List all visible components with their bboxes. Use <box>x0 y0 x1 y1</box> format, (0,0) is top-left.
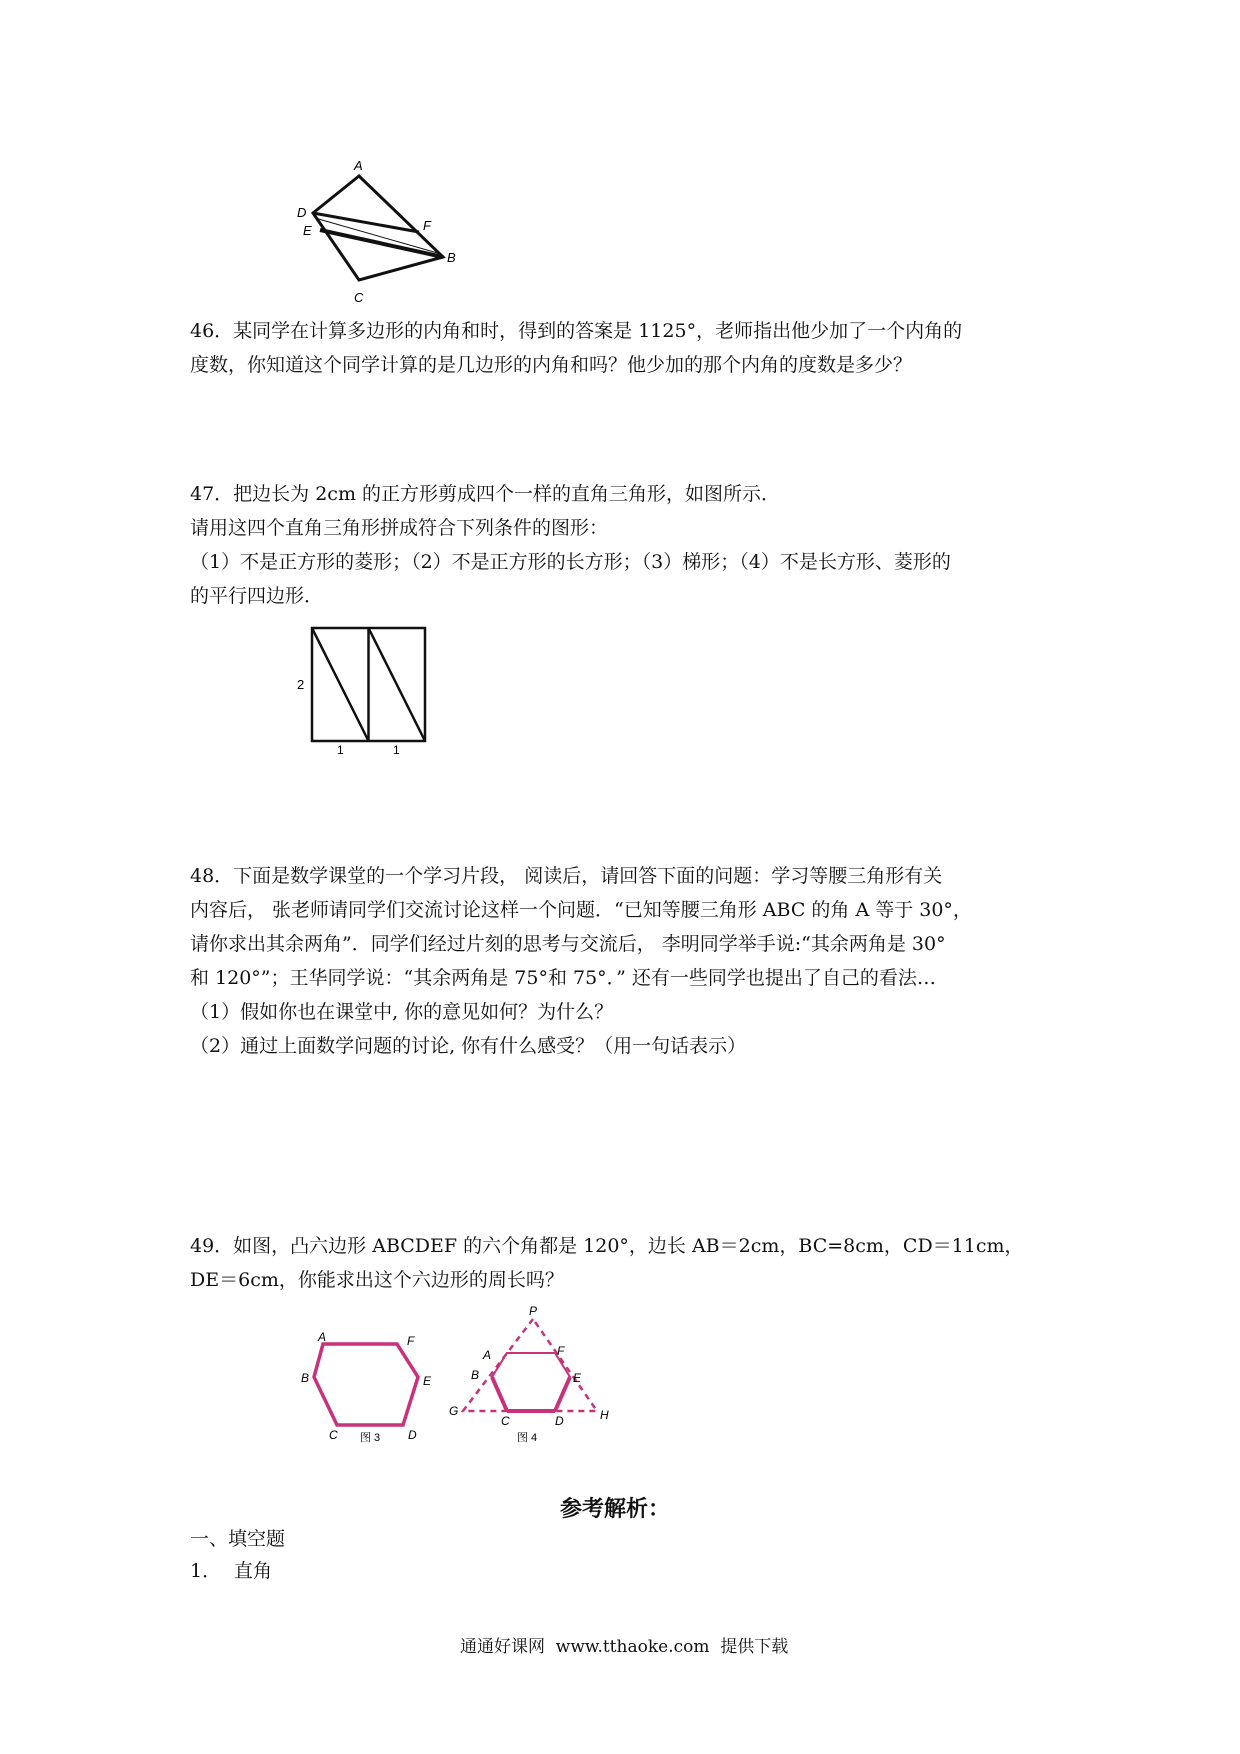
figure-4-hexagon-triangle <box>445 1305 615 1447</box>
figure-q45 <box>295 150 465 310</box>
fig4-label-C: C <box>501 1414 510 1428</box>
side-label: 2 <box>297 677 305 692</box>
q47-line4: 的平行四边形． <box>190 585 324 607</box>
q48-line6: （2）通过上面数学问题的讨论, 你有什么感受？（用一句话表示） <box>190 1035 747 1057</box>
fig4-label-B: B <box>471 1368 480 1382</box>
q48-line4: 和 120°”；王华同学说：“其余两角是 75°和 75°．” 还有一些同学也提出了自己的看法… <box>190 967 936 989</box>
q48-line2: 内容后， 张老师请同学们交流讨论这样一个问题．“已知等腰三角形 ABC 的角 A 等于 30°， <box>190 899 972 921</box>
fig3-label-B: B <box>301 1371 310 1385</box>
bottom-label-1: 1 <box>337 743 344 757</box>
answers-heading: 参考解析： <box>560 1496 671 1522</box>
fig3-label-A: A <box>318 1330 327 1344</box>
label-A: A <box>354 158 363 173</box>
answer-item1-number: 1． <box>190 1560 222 1582</box>
fig4-label-F: F <box>557 1344 565 1358</box>
q46-line1: 46．某同学在计算多边形的内角和时，得到的答案是 1125°，老师指出他少加了一个内角的 <box>190 320 963 342</box>
fig3-caption: 图 3 <box>360 1432 381 1444</box>
figure-q47-square <box>292 620 442 760</box>
bottom-label-2: 1 <box>393 743 400 757</box>
label-D: D <box>297 205 307 220</box>
label-F: F <box>423 218 431 233</box>
q48-line3: 请你求出其余两角”．同学们经过片刻的思考与交流后， 李明同学举手说:“其余两角是 30° <box>190 933 946 955</box>
fig3-label-F: F <box>407 1334 415 1348</box>
fig4-caption: 图 4 <box>517 1432 538 1444</box>
answers-section-title: 一、填空题 <box>190 1528 286 1550</box>
fig4-label-E: E <box>573 1371 582 1385</box>
label-B: B <box>447 250 456 265</box>
q47-line1: 47．把边长为 2cm 的正方形剪成四个一样的直角三角形，如图所示． <box>190 483 781 505</box>
fig3-label-D: D <box>408 1428 417 1442</box>
q48-line1: 48．下面是数学课堂的一个学习片段， 阅读后，请回答下面的问题：学习等腰三角形有关 <box>190 865 943 887</box>
page-footer: 通通好课网 www.tthaoke.com 提供下载 <box>460 1637 789 1657</box>
label-E: E <box>303 223 312 238</box>
fig4-label-D: D <box>555 1414 564 1428</box>
fig4-label-G: G <box>449 1404 459 1418</box>
figure-3-hexagon <box>295 1330 445 1445</box>
fig3-label-E: E <box>423 1374 432 1388</box>
q48-line5: （1）假如你也在课堂中, 你的意见如何？为什么？ <box>190 1001 614 1023</box>
fig4-label-H: H <box>600 1408 609 1422</box>
fig4-label-P: P <box>529 1305 538 1318</box>
q46-line2: 度数，你知道这个同学计算的是几边形的内角和吗？他少加的那个内角的度数是多少？ <box>190 354 913 376</box>
q47-line3: （1）不是正方形的菱形；（2）不是正方形的长方形；（3）梯形；（4）不是长方形、菱形的 <box>190 551 951 573</box>
fig3-label-C: C <box>329 1428 338 1442</box>
fig4-label-A: A <box>483 1348 492 1362</box>
answer-item1-text: 直角 <box>234 1560 273 1582</box>
label-C: C <box>354 290 364 305</box>
q47-line2: 请用这四个直角三角形拼成符合下列条件的图形： <box>190 517 609 539</box>
q49-line1: 49．如图，凸六边形 ABCDEF 的六个角都是 120°，边长 AB＝2cm，BC=8cm，CD＝11cm， <box>190 1235 1024 1257</box>
q49-line2: DE＝6cm，你能求出这个六边形的周长吗？ <box>190 1269 564 1291</box>
